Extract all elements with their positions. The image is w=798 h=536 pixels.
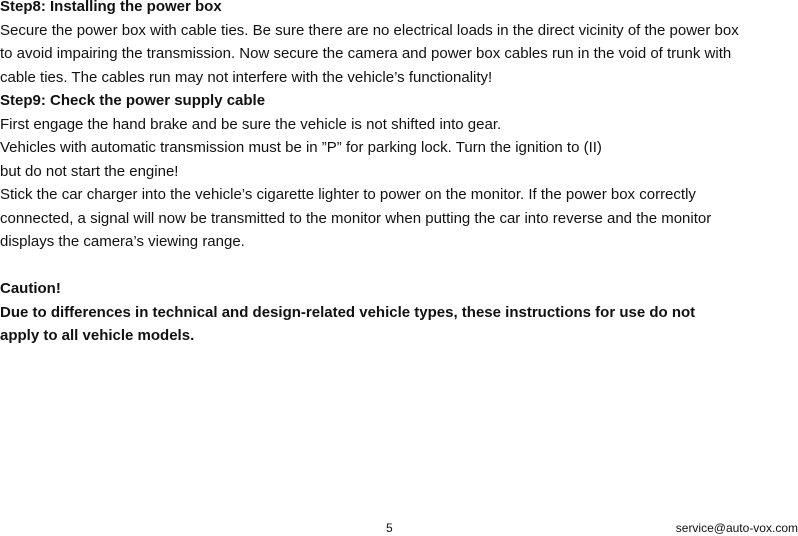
step9-line: connected, a signal will now be transmitted to the monitor when putting the car into reverse and the monitor [0, 209, 712, 227]
service-email: service@auto-vox.com [675, 521, 798, 535]
caution-line: apply to all vehicle models. [0, 327, 195, 344]
step9-line: but do not start the engine! [0, 162, 179, 180]
step9-line: Vehicles with automatic transmission must be in ”P” for parking lock. Turn the ignition to (II) [0, 139, 602, 156]
step9-heading: Step9: Check the power supply cable [0, 92, 266, 109]
step9-line: First engage the hand brake and be sure the vehicle is not shifted into gear. [0, 115, 502, 133]
page-number: 5 [386, 521, 393, 535]
caution-heading: Caution! [0, 280, 61, 297]
step9-line: displays the camera’s viewing range. [0, 233, 245, 250]
step8-line: cable ties. The cables run may not interfere with the vehicle’s functionality! [0, 68, 493, 86]
step8-line: to avoid impairing the transmission. Now secure the camera and power box cables run in the void of trunk with [0, 45, 732, 62]
section-spacer [0, 254, 796, 278]
step8-heading: Step8: Installing the power box [0, 0, 222, 15]
step9-line: Stick the car charger into the vehicle’s cigarette lighter to power on the monitor. If the power box correctly [0, 186, 696, 203]
step8-line: Secure the power box with cable ties. Be sure there are no electrical loads in the direct vicinity of the power box [0, 21, 739, 39]
caution-line: Due to differences in technical and design-related vehicle types, these instructions for use do not [0, 303, 696, 321]
